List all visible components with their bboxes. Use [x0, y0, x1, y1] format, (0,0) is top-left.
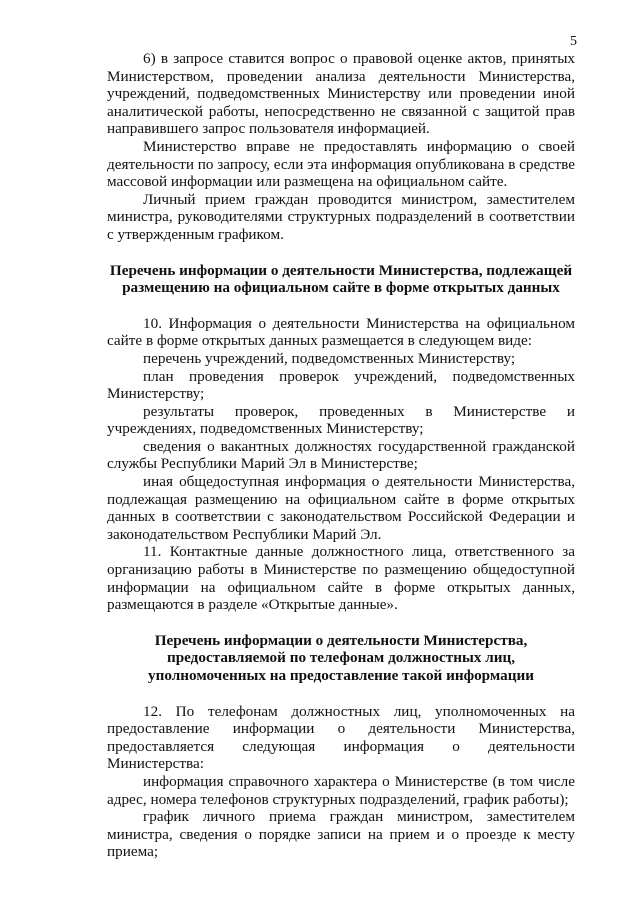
paragraph: Министерство вправе не предоставлять информацию о своей деятельности по запросу, если эта информация опубликована в средстве массовой информации или размещена на официальном сайте. [107, 137, 575, 191]
section-heading-phone-info: Перечень информации о деятельности Министерства, предоставляемой по телефонам должностных лиц, уполномоченных на предоставление такой информации [148, 631, 534, 684]
paragraph: 6) в запросе ставится вопрос о правовой оценке актов, принятых Министерством, проведении анализа деятельности Министерства, учреждений, подведомственных Министерству или проведении иной аналитической работы, непосредственно не связанной с защитой прав направившего запрос пользователя информацией. [107, 50, 575, 138]
paragraph: Личный прием граждан проводится министром, заместителем министра, руководителями структурных подразделений в соответствии с утвержденным графиком. [107, 190, 575, 243]
paragraph: 12. По телефонам должностных лиц, уполномоченных на предоставление информации о деятельности Министерства, предоставляется следующая информация о деятельности Министерства: [107, 702, 575, 773]
list-item: информация справочного характера о Министерстве (в том числе адрес, номера телефонов структурных подразделений, график работы); [107, 772, 575, 808]
list-item: график личного приема граждан министром, заместителем министра, сведения о порядке записи на прием и о проезде к месту приема; [107, 808, 575, 861]
list-item: план проведения проверок учреждений, подведомственных Министерству; [107, 367, 575, 403]
list-item: сведения о вакантных должностях государственной гражданской службы Республики Марий Эл в Министерстве; [107, 437, 575, 473]
page-number: 5 [570, 34, 577, 49]
paragraph: 10. Информация о деятельности Министерства на официальном сайте в форме открытых данных размещается в следующем виде: [107, 314, 575, 350]
section-heading-open-data: Перечень информации о деятельности Министерства, подлежащей размещению на официальном сайте в форме открытых данных [109, 261, 573, 297]
paragraph: 11. Контактные данные должностного лица, ответственного за организацию работы в Министерстве по размещению общедоступной информации на официальном сайте в форме открытых данных, размещаются в разделе «Открытые данные». [107, 543, 575, 614]
list-item: результаты проверок, проведенных в Министерстве и учреждениях, подведомственных Министерству; [107, 402, 575, 438]
document-body [107, 50, 575, 861]
list-item: перечень учреждений, подведомственных Министерству; [143, 349, 516, 367]
list-item: иная общедоступная информация о деятельности Министерства, подлежащая размещению на официальном сайте в форме открытых данных в соответствии с законодательством Российской Федерации и законодательством Республики Марий Эл. [107, 473, 575, 543]
